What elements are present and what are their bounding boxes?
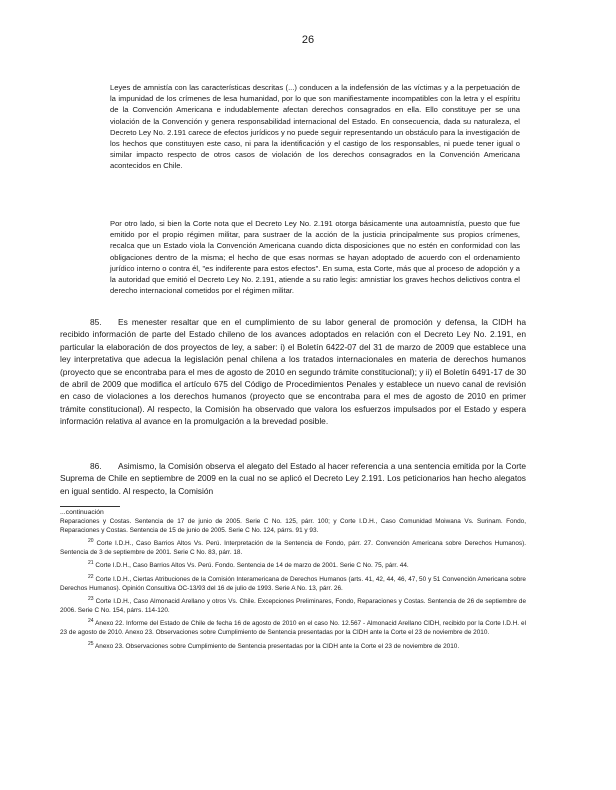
footnote-number: 25 xyxy=(88,640,94,647)
footnote-number: 23 xyxy=(88,596,94,603)
footnote-continued: Reparaciones y Costas. Sentencia de 17 de junio de 2005. Serie C No. 125, párr. 100; y Corte I.D.H., Caso Comunidad Moiwana Vs. Surinam. Fondo, Reparaciones y Costas. Sentencia de 15 de junio de 2005. Serie C No. 124, párrs. 91 y 93. xyxy=(60,518,526,534)
footnote-divider xyxy=(60,506,120,507)
footnote xyxy=(60,573,526,593)
paragraph-85-number: 85. xyxy=(90,317,102,327)
footnote-text: Corte I.D.H., Caso Barrios Altos Vs. Perú. Fondo. Sentencia de 14 de marzo de 2001. Serie C No. 75, párr. 44. xyxy=(95,562,409,570)
quote-paragraph-1: Leyes de amnistía con las características descritas (...) conducen a la indefensión de las víctimas y a la perpetuación de la impunidad de los crímenes de lesa humanidad, por lo que son manifiestamente incompatibles con la letra y el espíritu de la Convención Americana e indudablemente afectan derechos consagrados en ella. Ello constituye per se una violación de la Convención y genera responsabilidad internacional del Estado. En consecuencia, dada su naturaleza, el Decreto Ley No. 2.191 carece de efectos jurídicos y no puede seguir representando un obstáculo para la investigación de los hechos que constituyen este caso, ni para la identificación y el castigo de los responsables, ni puede tener igual o similar impacto respecto de otros casos de violación de los derechos consagrados en la Convención Americana acontecidos en Chile. xyxy=(110,83,520,171)
footnote xyxy=(60,540,526,557)
footnote xyxy=(60,598,526,615)
paragraph-85-text: Es menester resaltar que en el cumplimiento de su labor general de promoción y defensa, la CIDH ha recibido información de parte del Estado chileno de los avances adoptados en relación con el Decreto Ley No. 2.191, en particular la elaboración de dos proyectos de ley, a saber: i) el Boletín 6422-07 del 31 de marzo de 2009 que establece una ley interpretativa que adecua la legislación penal chilena a los tratados internacionales en materia de derechos humanos (proyecto que se encontraba para el mes de agosto de 2010 en segundo trámite constitucional); y ii) el Boletín 6491-17 de 30 de abril de 2009 que modifica el artículo 675 del Código de Procedimientos Penales y establece un nuevo canal de revisión en caso de violaciones a los derechos humanos (proyecto que se encontraba para el mes de agosto de 2010 en primer trámite constitucional). Al respecto, la Comisión ha observado que valora los esfuerzos impulsados por el Estado y espera información relativa al avance en la promulgación a la brevedad posible. xyxy=(60,317,526,427)
footnotes xyxy=(60,518,526,656)
footnote-continuation: ...continuación xyxy=(60,509,104,516)
footnote-text: Corte I.D.H., Caso Barrios Altos Vs. Perú. Interpretación de la Sentencia de Fondo, párr. 27. Convención Americana sobre Derechos Humanos). Sentencia de 3 de septiembre de 2001. Serie C No. 83, párr. 18. xyxy=(60,540,526,556)
paragraph-86 xyxy=(60,460,526,497)
footnote xyxy=(60,640,526,652)
footnote-text: Corte I.D.H., Caso Almonacid Arellano y otros Vs. Chile. Excepciones Preliminares, Fondo, Reparaciones y Costas. Sentencia de 26 de septiembre de 2006. Serie C No. 154, párrs. 114-120. xyxy=(60,598,527,614)
footnote-number: 24 xyxy=(88,618,94,625)
footnote-number: 21 xyxy=(88,560,94,567)
paragraph-86-text: Asimismo, la Comisión observa el alegato del Estado al hacer referencia a una sentencia emitida por la Corte Suprema de Chile en septiembre de 2009 en la cual no se aplicó el Decreto Ley 2.191. Los peticionarios han hecho alegatos en igual sentido. Al respecto, la Comisión xyxy=(60,461,526,496)
paragraph-85 xyxy=(60,316,526,428)
footnote xyxy=(60,562,526,571)
quote-amnesty-laws xyxy=(110,82,520,172)
page-number: 26 xyxy=(301,34,315,46)
quote-paragraph-2: Por otro lado, si bien la Corte nota que el Decreto Ley No. 2.191 otorga básicamente una autoamnistía, puesto que fue emitido por el propio régimen militar, para sustraer de la acción de la justicia principalmente sus propios crímenes, recalca que un Estado viola la Convención Americana cuando dicta disposiciones que no estén en conformidad con las obligaciones dentro de la misma; el hecho de que esas normas se hayan adoptado de acuerdo con el ordenamiento jurídico interno o contra él, "es indiferente para estos efectos". En suma, esta Corte, más que al proceso de adopción y a la autoridad que emitió el Decreto Ley No. 2.191, atiende a su ratio legis: amnistiar los graves hechos delictivos contra el derecho internacional cometidos por el régimen militar. xyxy=(110,219,520,296)
footnote-text: Anexo 23. Observaciones sobre Cumplimiento de Sentencia presentadas por la CIDH ante la Corte el 23 de noviembre de 2010. xyxy=(95,642,460,650)
footnote-text: Corte I.D.H., Ciertas Atribuciones de la Comisión Interamericana de Derechos Humanos (arts. 41, 42, 44, 46, 47, 50 y 51 Convención Americana sobre Derechos Humanos). Opinión Consultiva OC-13/93 del 16 de julio de 1993. Serie A No. 13, párr. 26. xyxy=(60,575,526,592)
quote-self-amnesty xyxy=(110,218,520,296)
footnote-number: 22 xyxy=(88,573,94,580)
footnote-text: Anexo 22. Informe del Estado de Chile de fecha 16 de agosto de 2010 en el caso No. 12.567 - Almonacid Arellano CIDH, recibido por la Corte I.D.H. el 23 de agosto de 2010. Anexo 23. Observaciones sobre Cumplimiento de Sentencia presentadas por la CIDH ante la Corte el 23 de noviembre de 2010. xyxy=(60,620,526,636)
footnote xyxy=(60,620,526,637)
footnote-number: 20 xyxy=(88,538,94,545)
paragraph-86-number: 86. xyxy=(90,461,102,471)
